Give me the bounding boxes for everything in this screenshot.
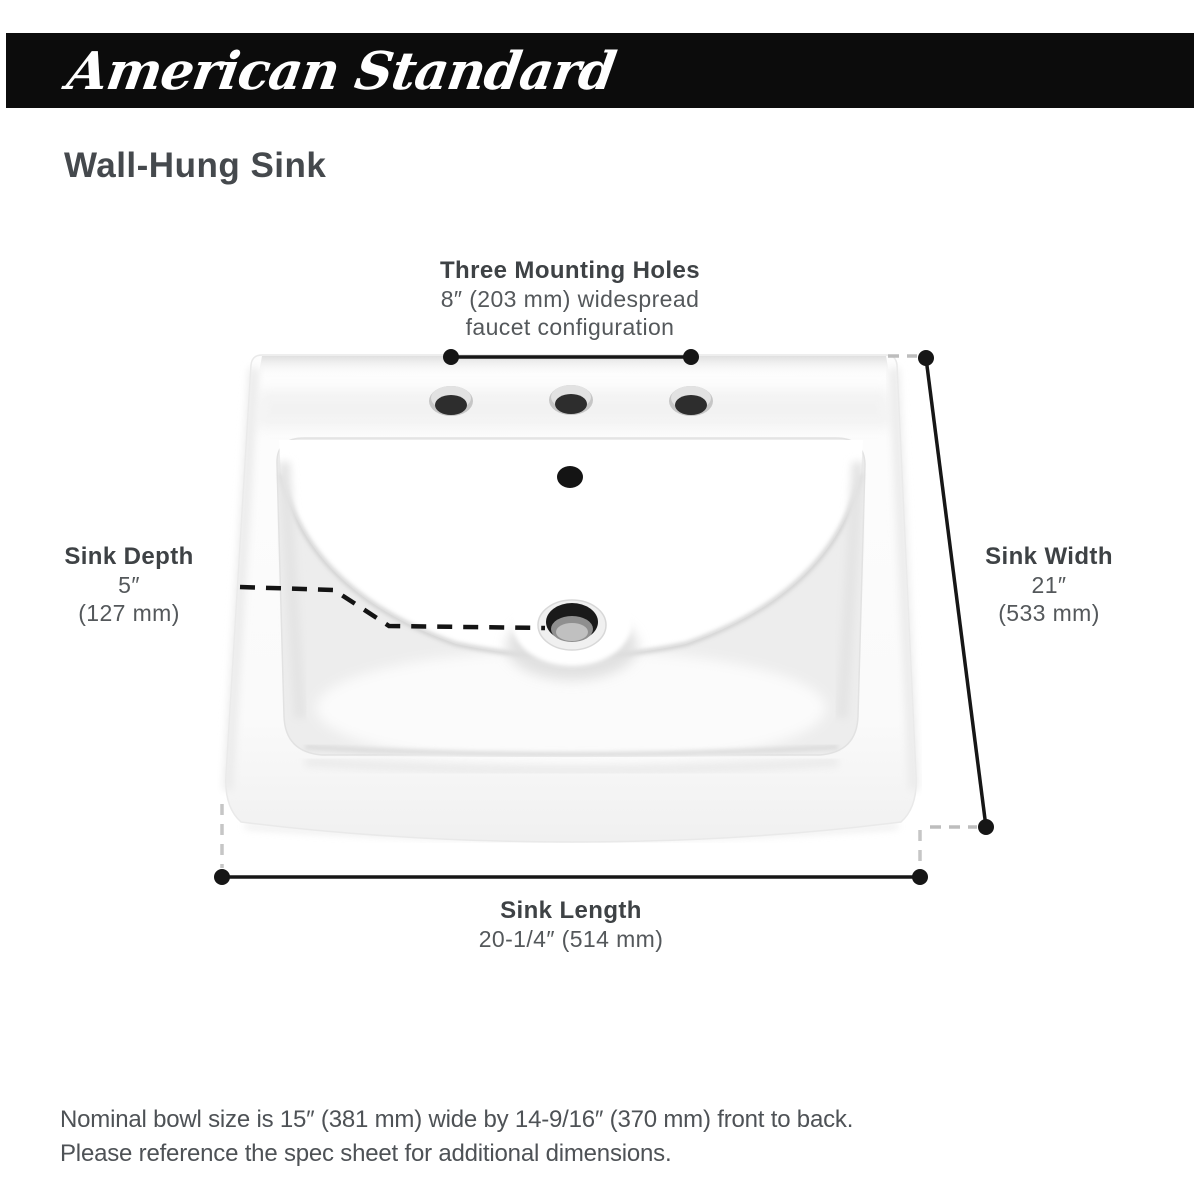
sink-depth-title: Sink Depth bbox=[64, 543, 194, 570]
mounting-holes-title: Three Mounting Holes bbox=[440, 257, 700, 284]
overflow-hole-icon bbox=[557, 466, 583, 488]
dim-line-sink-length bbox=[214, 869, 928, 885]
sink-length-value: 20-1/4″ (514 mm) bbox=[478, 926, 664, 952]
sink-depth-value: 5″ bbox=[118, 572, 140, 598]
sink-depth-label bbox=[4, 543, 254, 627]
mounting-holes-detail-1: 8″ (203 mm) widespread bbox=[440, 286, 700, 312]
sink-width-metric: (533 mm) bbox=[998, 600, 1100, 626]
faucet-hole-icon bbox=[669, 386, 713, 416]
brand-logo-text: American Standard bbox=[63, 41, 620, 102]
sink-depth-metric: (127 mm) bbox=[78, 600, 180, 626]
mounting-holes-detail-2: faucet configuration bbox=[465, 314, 675, 340]
sink-length-label bbox=[370, 897, 772, 953]
page-title: Wall-Hung Sink bbox=[64, 146, 327, 185]
footer-note bbox=[60, 1103, 1150, 1171]
faucet-hole-icon bbox=[429, 386, 473, 416]
sink-illustration bbox=[226, 355, 916, 842]
sink-width-value: 21″ bbox=[1031, 572, 1067, 598]
footer-line-2: Please reference the spec sheet for additional dimensions. bbox=[60, 1140, 672, 1167]
sink-length-title: Sink Length bbox=[500, 897, 642, 924]
footer-line-1: Nominal bowl size is 15″ (381 mm) wide by 14-9/16″ (370 mm) front to back. bbox=[60, 1106, 854, 1133]
sink-width-label bbox=[924, 543, 1174, 627]
mounting-holes-label bbox=[320, 257, 820, 341]
faucet-hole-icon bbox=[549, 385, 593, 415]
sink-width-title: Sink Width bbox=[985, 543, 1113, 570]
